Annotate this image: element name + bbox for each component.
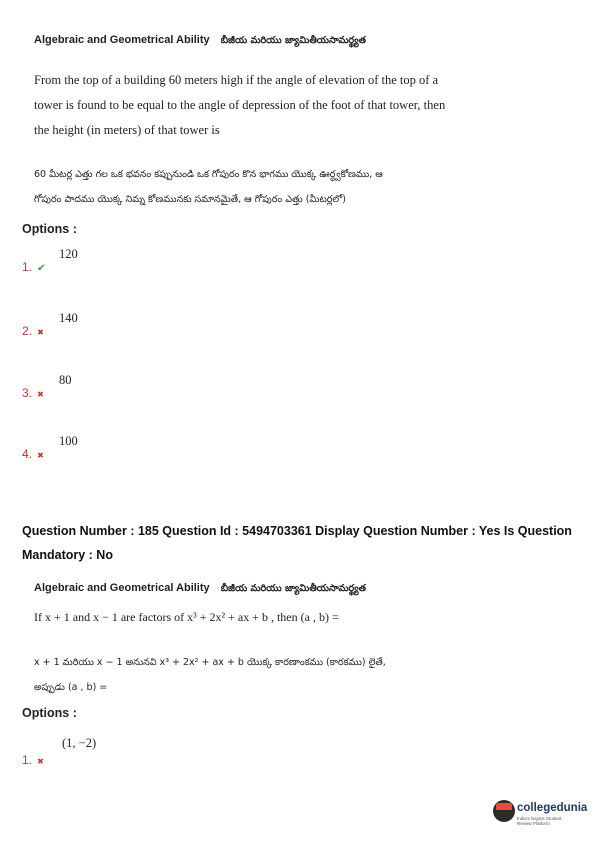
section-title bbox=[34, 34, 366, 48]
check-icon: ✔ bbox=[37, 263, 46, 274]
question-text-telugu bbox=[34, 650, 386, 700]
question-header-line: Mandatory : No bbox=[22, 548, 113, 562]
section-title bbox=[34, 582, 366, 596]
option-value: 80 bbox=[59, 373, 72, 387]
option-number: 1. bbox=[22, 260, 33, 274]
question-text-telugu bbox=[34, 162, 383, 212]
telugu-line: గోపురం పాదము యొక్క నిమ్న కోణమునకు సమానమైతే, ఆ గోపురం ఎత్తు (మీటర్లలో) bbox=[34, 194, 346, 205]
question-text: If x + 1 and x − 1 are factors of x³ + 2x² + ax + b , then (a , b) = bbox=[34, 610, 339, 624]
question-line: tower is found to be equal to the angle of depression of the foot of that tower, then bbox=[34, 98, 446, 112]
brand-name: collegedunia bbox=[517, 802, 588, 814]
question-text bbox=[34, 68, 445, 143]
question-line: the height (in meters) of that tower is bbox=[34, 123, 220, 137]
option-item bbox=[22, 382, 44, 401]
cross-icon: ✖ bbox=[37, 328, 44, 337]
brand-logo bbox=[493, 800, 588, 826]
option-number: 4. bbox=[22, 447, 33, 461]
telugu-line: x + 1 మరియు x − 1 అనునవి x³ + 2x² + ax + b యొక్క కారణాంకము (కారకము) లైతే, bbox=[34, 657, 386, 668]
option-value: 100 bbox=[59, 434, 78, 448]
question-header-line: Question Number : 185 Question Id : 5494703361 Display Question Number : Yes Is Question bbox=[22, 524, 572, 538]
telugu-line: 60 మీటర్ల ఎత్తు గల ఒక భవనం కప్పునుండి ఒక గోపురం కొన భాగము యొక్క ఊర్ధ్వకోణము, ఆ bbox=[34, 169, 383, 180]
option-value: (1, −2) bbox=[62, 736, 97, 750]
section-title-en: Algebraic and Geometrical Ability bbox=[34, 34, 210, 46]
options-label: Options : bbox=[22, 706, 77, 720]
option-item bbox=[22, 443, 44, 462]
cross-icon: ✖ bbox=[37, 757, 44, 766]
brand-tagline: India's largest Student Review Platform bbox=[517, 816, 562, 826]
section-title-en: Algebraic and Geometrical Ability bbox=[34, 582, 210, 594]
section-title-te: బీజీయ మరియు జ్యామితీయసామర్థ్యత bbox=[220, 35, 367, 46]
telugu-line: అప్పుడు (a , b) = bbox=[34, 682, 108, 693]
cross-icon: ✖ bbox=[37, 451, 44, 460]
option-item bbox=[22, 749, 44, 768]
question-line: From the top of a building 60 meters high if the angle of elevation of the top of a bbox=[34, 73, 439, 87]
mortarboard-icon bbox=[493, 800, 515, 822]
options-label: Options : bbox=[22, 222, 77, 236]
option-value: 140 bbox=[59, 311, 78, 325]
option-number: 2. bbox=[22, 324, 33, 338]
option-item bbox=[22, 256, 46, 275]
option-item bbox=[22, 320, 44, 339]
option-value: 120 bbox=[59, 247, 78, 261]
question-header bbox=[22, 524, 572, 562]
option-number: 1. bbox=[22, 753, 33, 767]
cross-icon: ✖ bbox=[37, 390, 44, 399]
option-number: 3. bbox=[22, 386, 33, 400]
section-title-te: బీజీయ మరియు జ్యామితీయసామర్థ్యత bbox=[220, 583, 367, 594]
